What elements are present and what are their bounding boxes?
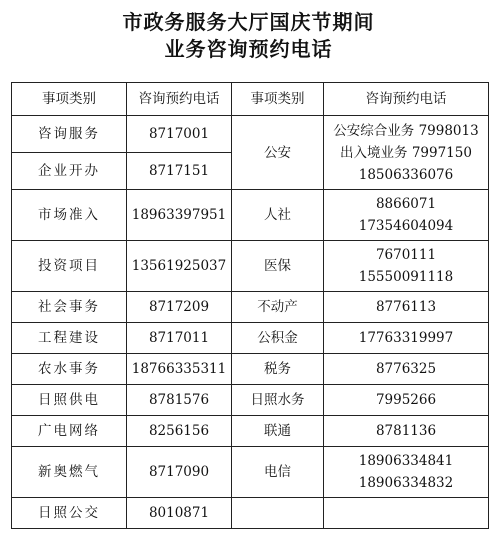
left-phone-cell: 8717209 xyxy=(127,292,232,323)
phone-line: 出入境业务 7997150 xyxy=(340,144,472,161)
header-category-left: 事项类别 xyxy=(12,83,127,116)
left-phone-cell: 13561925037 xyxy=(127,241,232,292)
right-category-cell: 公安 xyxy=(232,116,324,190)
empty-cell xyxy=(324,498,489,529)
table-row xyxy=(12,385,489,416)
right-phone-cell: 17763319997 xyxy=(324,323,489,354)
phone-line: 18906334832 xyxy=(358,475,454,491)
left-category-cell: 工程建设 xyxy=(12,323,127,354)
table-row xyxy=(12,241,489,292)
left-phone-cell: 8717151 xyxy=(127,153,232,190)
left-phone-cell: 8717090 xyxy=(127,447,232,498)
phone-line: 8866071 xyxy=(375,196,437,212)
header-phone-right: 咨询预约电话 xyxy=(324,83,489,116)
phone-line: 18906334841 xyxy=(358,453,454,469)
phone-line: 17354604094 xyxy=(358,218,454,234)
table-row xyxy=(12,354,489,385)
left-phone-cell: 8717011 xyxy=(127,323,232,354)
left-phone-cell: 18766335311 xyxy=(127,354,232,385)
right-category-cell: 人社 xyxy=(232,190,324,241)
right-phone-cell: 8781136 xyxy=(324,416,489,447)
right-phone-cell: 7995266 xyxy=(324,385,489,416)
header-phone-left: 咨询预约电话 xyxy=(127,83,232,116)
contact-table xyxy=(11,82,489,529)
left-category-cell: 企业开办 xyxy=(12,153,127,190)
page-subtitle: 业务咨询预约电话 xyxy=(164,37,333,61)
left-category-cell: 社会事务 xyxy=(12,292,127,323)
right-phone-cell xyxy=(324,116,489,190)
right-category-cell: 不动产 xyxy=(232,292,324,323)
right-category-cell: 税务 xyxy=(232,354,324,385)
phone-line: 18506336076 xyxy=(358,166,454,183)
left-phone-cell: 8781576 xyxy=(127,385,232,416)
right-category-cell: 联通 xyxy=(232,416,324,447)
left-phone-cell: 8010871 xyxy=(127,498,232,529)
table-row xyxy=(12,190,489,241)
right-category-cell: 公积金 xyxy=(232,323,324,354)
left-phone-cell: 8717001 xyxy=(127,116,232,153)
right-phone-cell: 8776325 xyxy=(324,354,489,385)
table-header-row xyxy=(12,83,489,116)
left-category-cell: 咨询服务 xyxy=(12,116,127,153)
header-category-right: 事项类别 xyxy=(232,83,324,116)
right-phone-cell: 8776113 xyxy=(324,292,489,323)
left-category-cell: 日照公交 xyxy=(12,498,127,529)
phone-line: 15550091118 xyxy=(358,269,454,285)
right-category-cell: 电信 xyxy=(232,447,324,498)
left-category-cell: 农水事务 xyxy=(12,354,127,385)
left-category-cell: 新奥燃气 xyxy=(12,447,127,498)
phone-line: 公安综合业务 7998013 xyxy=(333,122,479,139)
right-category-cell: 医保 xyxy=(232,241,324,292)
left-category-cell: 广电网络 xyxy=(12,416,127,447)
left-phone-cell: 8256156 xyxy=(127,416,232,447)
left-category-cell: 投资项目 xyxy=(12,241,127,292)
table-row xyxy=(12,447,489,498)
table-row xyxy=(12,292,489,323)
right-phone-cell xyxy=(324,447,489,498)
table-row xyxy=(12,323,489,354)
phone-line: 7670111 xyxy=(375,247,437,263)
table-row xyxy=(12,416,489,447)
table-row xyxy=(12,116,489,153)
right-phone-cell xyxy=(324,241,489,292)
empty-cell xyxy=(232,498,324,529)
right-category-cell: 日照水务 xyxy=(232,385,324,416)
left-category-cell: 日照供电 xyxy=(12,385,127,416)
right-phone-cell xyxy=(324,190,489,241)
page-title: 市政务服务大厅国庆节期间 xyxy=(122,10,375,34)
left-category-cell: 市场准入 xyxy=(12,190,127,241)
table-row xyxy=(12,498,489,529)
left-phone-cell: 18963397951 xyxy=(127,190,232,241)
